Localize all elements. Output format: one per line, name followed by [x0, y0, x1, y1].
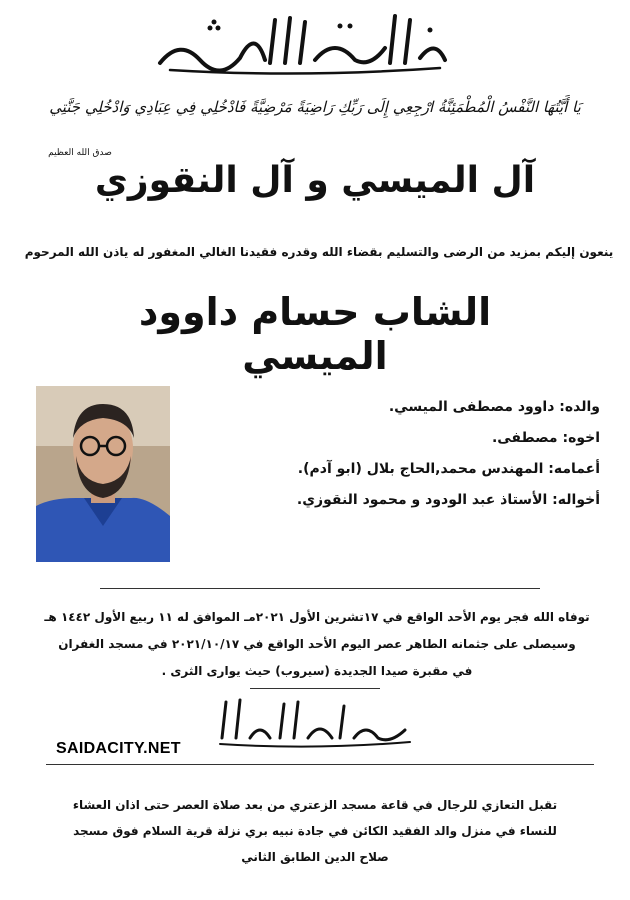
watermark-site: SAIDACITY.NET	[56, 740, 181, 757]
relatives-list	[190, 392, 600, 516]
condolences-men: تقبل التعازي للرجال في قاعة مسجد الزعتري من بعد صلاة العصر حتى اذان العشاء	[72, 798, 558, 812]
relative-brother: اخوه: مصطفى.	[491, 430, 600, 446]
families-title: آل الميسي و آل النقوزي	[94, 160, 536, 201]
portrait-photo	[36, 386, 170, 562]
condolences-location: صلاح الدين الطابق الثاني	[241, 850, 389, 864]
burial-line: في مقبرة صيدا الجديدة (سيروب) حيث يوارى الثرى .	[161, 664, 473, 678]
condolences-info	[60, 792, 570, 870]
quran-verse: يَا أَيَّتُهَا النَّفْسُ الْمُطْمَئِنَّةُ ارْجِعِي إِلَى رَبِّكِ رَاضِيَةً مَرْضِيَّةً فَادْخُلِي فِي عِبَادِي وَادْخُلِي جَنَّتِي	[49, 98, 581, 116]
verse-attribution: صدق الله العظيم	[48, 148, 112, 158]
relative-father: والده: داوود مصطفى الميسي.	[388, 399, 600, 415]
death-date-line: توفاه الله فجر يوم الأحد الواقع في ١٧تشرين الأول ٢٠٢١مـ الموافق له ١١ ربيع الأول ١٤٤٢ هـ	[44, 610, 590, 624]
deceased-name: الشاب حسام داوود الميسي	[138, 290, 492, 378]
relative-uncles-paternal: أعمامه: المهندس محمد,الحاج بلال (ابو آدم).	[297, 461, 600, 477]
divider-top	[100, 588, 540, 589]
relative-uncles-maternal: أخواله: الأستاذ عبد الودود و محمود النقوزي.	[296, 492, 600, 508]
announcement-text: ينعون إليكم بمزيد من الرضى والتسليم بقضاء الله وقدره فقيدنا الغالي المغفور له ياذن الله المرحوم	[24, 245, 614, 259]
calligraphy-title-artwork	[140, 8, 460, 80]
condolences-women: للنساء في منزل والد الفقيد الكائن في جادة نبيه بري نزلة قرية السلام فوق مسجد	[73, 824, 557, 838]
divider-mid	[250, 688, 380, 689]
divider-bottom	[46, 764, 594, 765]
death-info	[20, 604, 614, 685]
funeral-prayer-line: وسيصلى على جثمانه الطاهر عصر اليوم الأحد الواقع في ٢٠٢١/١٠/١٧ في مسجد الغفران	[58, 637, 576, 651]
calligraphy-closing-artwork	[210, 692, 420, 750]
